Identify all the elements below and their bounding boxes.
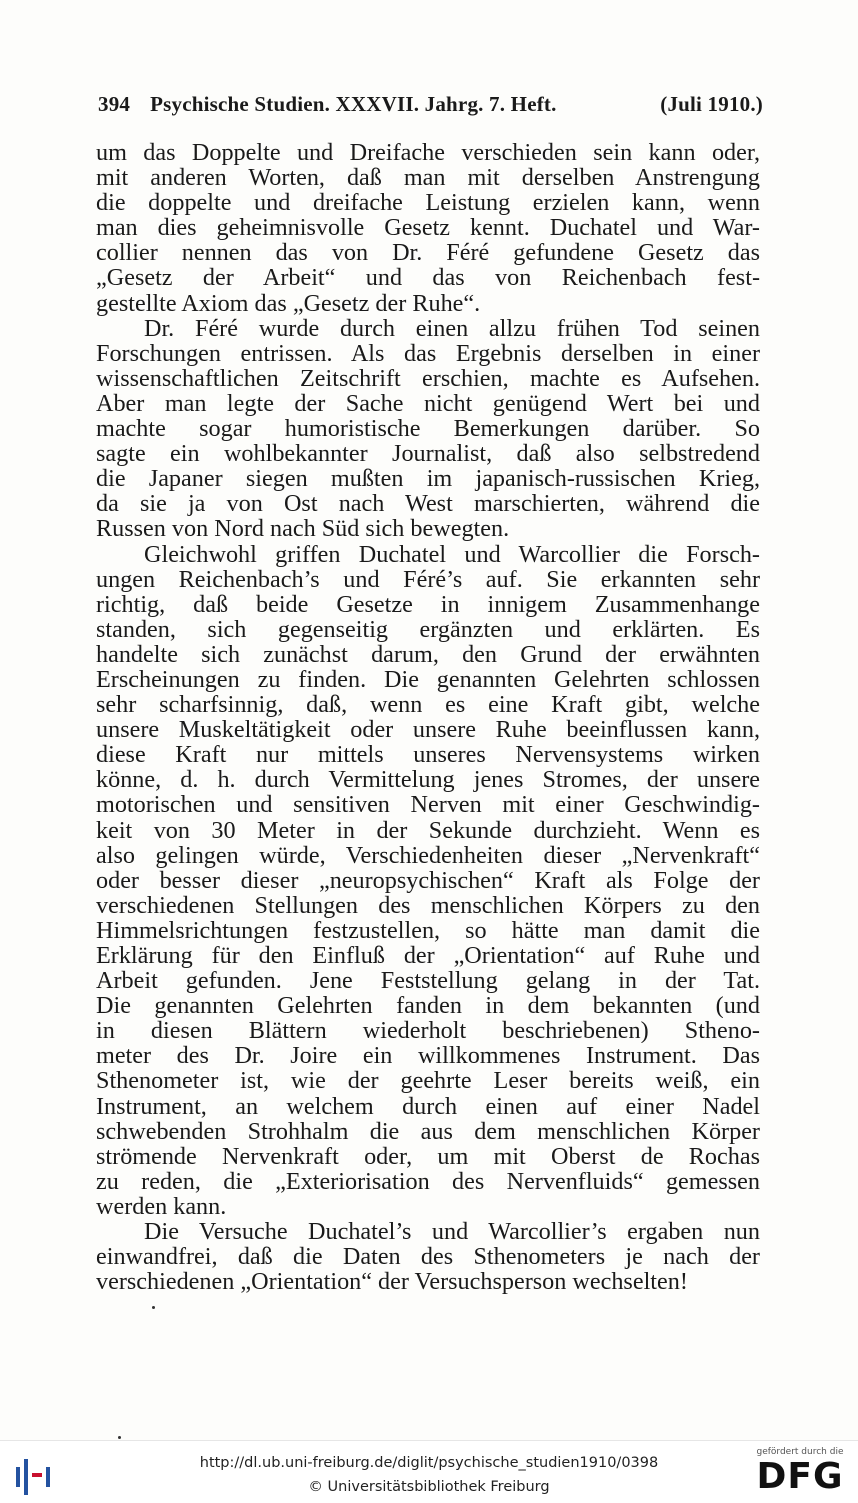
copyright-notice: © Universitätsbibliothek Freiburg xyxy=(308,1479,550,1495)
text-line: „Gesetz der Arbeit“ und das von Reichenbach fest- xyxy=(96,265,760,291)
text-line: Russen von Nord nach Süd sich bewegten. xyxy=(96,516,510,542)
text-line: also gelingen würde, Verschiedenheiten dieser „Nervenkraft“ xyxy=(96,842,760,868)
issue-date: (Juli 1910.) xyxy=(660,92,763,116)
text-line: gestellte Axiom das „Gesetz der Ruhe“. xyxy=(96,290,481,316)
text-line: wissenschaftlichen Zeitschrift erschien, machte es Aufsehen. xyxy=(96,365,760,391)
journal-title: Psychische Studien. XXXVII. Jahrg. 7. Heft. xyxy=(150,92,557,116)
text-line: handelte sich zunächst darum, den Grund der erwähnten xyxy=(96,641,760,667)
text-line: in diesen Blättern wiederholt beschriebenen) Stheno- xyxy=(96,1018,760,1044)
text-line: schwebenden Strohhalm die aus dem menschlichen Körper xyxy=(96,1118,760,1144)
running-header xyxy=(98,92,763,117)
dfg-funding-text: gefördert durch die xyxy=(756,1447,844,1457)
speck-mark xyxy=(118,1436,121,1439)
dfg-logo-text: DFG xyxy=(756,1456,844,1497)
text-line: sagte ein wohlbekannter Journalist, daß also selbstredend xyxy=(96,441,760,467)
text-line: einwandfrei, daß die Daten des Sthenometers je nach der xyxy=(96,1244,760,1270)
text-line: keit von 30 Meter in der Sekunde durchzieht. Wenn es xyxy=(96,817,760,843)
text-line: oder besser dieser „neuropsychischen“ Kraft als Folge der xyxy=(96,867,760,893)
text-line: Die Versuche Duchatel’s und Warcollier’s ergaben nun xyxy=(144,1219,760,1245)
text-line: unsere Muskeltätigkeit oder unsere Ruhe beeinflussen kann, xyxy=(96,717,760,743)
text-line: Erklärung für den Einfluß der „Orientation“ auf Ruhe und xyxy=(96,943,760,969)
text-line: Dr. Féré wurde durch einen allzu frühen Tod seinen xyxy=(144,315,760,341)
text-line: meter des Dr. Joire ein willkommenes Instrument. Das xyxy=(96,1043,760,1069)
text-line: die doppelte und dreifache Leistung erzielen kann, wenn xyxy=(96,190,760,216)
text-line: Forschungen entrissen. Als das Ergebnis derselben in einer xyxy=(96,340,760,366)
text-line: motorischen und sensitiven Nerven mit einer Geschwindig- xyxy=(96,792,760,818)
speck-mark xyxy=(152,1306,155,1309)
text-line: zu reden, die „Exteriorisation des Nervenfluids“ gemessen xyxy=(96,1168,760,1194)
page-number: 394 xyxy=(98,92,131,116)
text-line: Instrument, an welchem durch einen auf einer Nadel xyxy=(96,1093,760,1119)
text-line: standen, sich gegenseitig ergänzten und erklärten. Es xyxy=(96,616,760,642)
body-text xyxy=(96,140,760,1294)
text-line: Arbeit gefunden. Jene Feststellung gelang in der Tat. xyxy=(96,968,760,994)
text-line: man dies geheimnisvolle Gesetz kennt. Duchatel und War- xyxy=(96,215,760,241)
dfg-logo xyxy=(752,1447,848,1499)
text-line: Die genannten Gelehrten fanden in dem bekannten (und xyxy=(96,993,760,1019)
text-line: verschiedenen Stellungen des menschlichen Körpers zu den xyxy=(96,892,760,918)
text-line: diese Kraft nur mittels unseres Nervensystems wirken xyxy=(96,742,760,768)
text-line: Gleichwohl griffen Duchatel und Warcollier die Forsch- xyxy=(144,541,760,567)
viewer-footer xyxy=(0,1440,858,1503)
text-line: Himmelsrichtungen festzustellen, so hätte man damit die xyxy=(96,917,760,943)
permalink-url[interactable]: http://dl.ub.uni-freiburg.de/diglit/psychische_studien1910/0398 xyxy=(199,1455,659,1471)
text-line: collier nennen das von Dr. Féré gefundene Gesetz das xyxy=(96,240,760,266)
text-line: verschiedenen „Orientation“ der Versuchsperson wechselten! xyxy=(96,1269,688,1295)
text-line: richtig, daß beide Gesetze in innigem Zusammenhange xyxy=(96,591,760,617)
text-line: um das Doppelte und Dreifache verschieden sein kann oder, xyxy=(96,140,760,166)
text-line: da sie ja von Ost nach West marschierten, während die xyxy=(96,491,760,517)
text-line: werden kann. xyxy=(96,1193,227,1220)
text-line: die Japaner siegen mußten im japanisch-russischen Krieg, xyxy=(96,466,760,492)
text-line: sehr scharfsinnig, daß, wenn es eine Kraft gibt, welche xyxy=(96,692,760,718)
text-line: könne, d. h. durch Vermittelung jenes Stromes, der unsere xyxy=(96,767,760,793)
text-line: Sthenometer ist, wie der geehrte Leser bereits weiß, ein xyxy=(96,1068,760,1094)
text-line: Aber man legte der Sache nicht genügend Wert bei und xyxy=(96,390,760,417)
text-line: machte sogar humoristische Bemerkungen darüber. So xyxy=(96,416,760,442)
text-line: ungen Reichenbach’s und Féré’s auf. Sie erkannten sehr xyxy=(96,566,760,592)
text-line: mit anderen Worten, daß man mit derselben Anstrengung xyxy=(96,165,760,191)
text-line: Erscheinungen zu finden. Die genannten Gelehrten schlossen xyxy=(96,666,760,693)
text-line: strömende Nervenkraft oder, um mit Oberst de Rochas xyxy=(96,1143,760,1169)
